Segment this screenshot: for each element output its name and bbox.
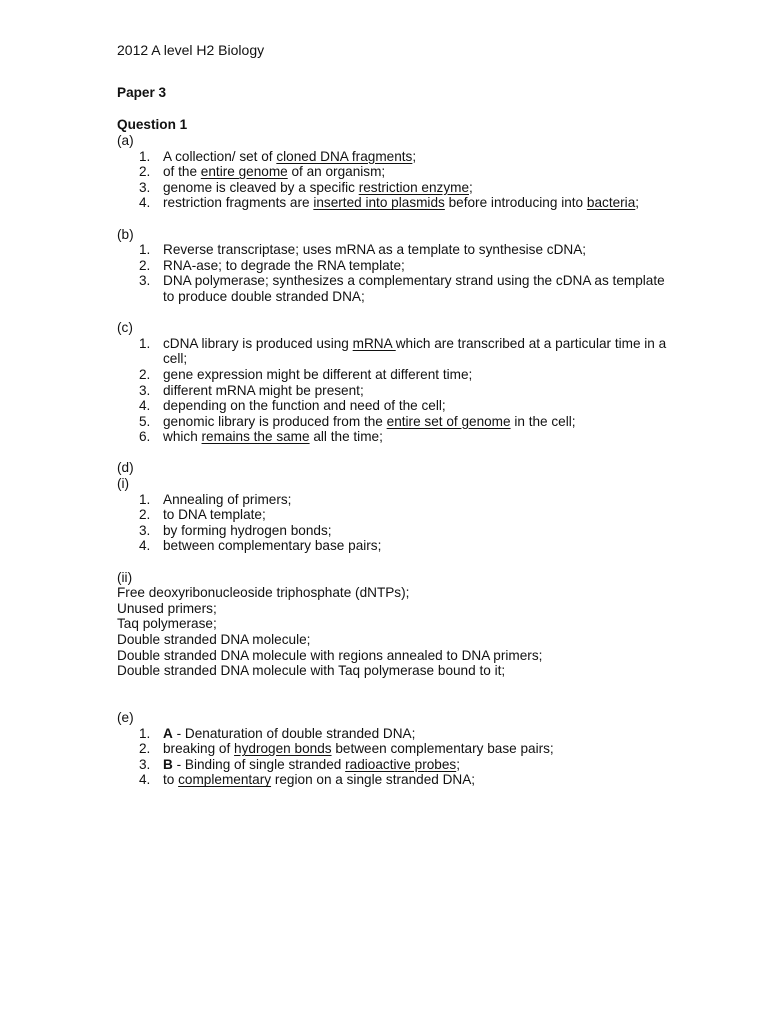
item-number: 2. xyxy=(139,507,151,523)
part-a-list xyxy=(117,149,677,211)
part-d-ii-lines xyxy=(117,585,677,679)
part-e-list xyxy=(117,726,677,788)
text-segment: all the time; xyxy=(309,429,383,445)
spacer xyxy=(117,445,677,461)
item-text xyxy=(163,164,385,179)
text-segment: A collection/ set of xyxy=(163,148,277,164)
underlined-term: remains the same xyxy=(201,429,310,445)
list-item xyxy=(117,383,677,399)
text-segment: of an organism; xyxy=(287,164,386,180)
item-number: 4. xyxy=(139,772,151,788)
item-text xyxy=(163,741,554,756)
underlined-term: complementary xyxy=(178,772,272,788)
spacer xyxy=(117,305,677,321)
item-text xyxy=(163,195,639,210)
text-segment: to DNA template; xyxy=(163,507,266,523)
text-segment: genomic library is produced from the xyxy=(163,413,387,429)
item-number: 1. xyxy=(139,242,151,258)
item-text xyxy=(163,149,416,164)
text-segment: genome is cleaved by a specific xyxy=(163,179,359,195)
list-item xyxy=(117,772,677,788)
text-segment: ; xyxy=(456,756,460,772)
underlined-term: bacteria xyxy=(586,195,636,211)
part-b xyxy=(117,227,677,305)
part-b-label: (b) xyxy=(117,226,134,242)
answer-line: Taq polymerase; xyxy=(117,616,217,632)
list-item xyxy=(117,429,677,445)
list-item xyxy=(117,507,677,523)
text-segment: in the cell; xyxy=(510,413,576,429)
spacer xyxy=(117,211,677,227)
item-number: 3. xyxy=(139,273,151,289)
text-segment: which are transcribed at a particular time in a cell; xyxy=(163,335,667,367)
item-number: 2. xyxy=(139,366,151,382)
part-a-label: (a) xyxy=(117,133,134,148)
answer-line: Unused primers; xyxy=(117,600,217,616)
item-text xyxy=(163,492,291,507)
paper-title: Paper 3 xyxy=(117,85,167,100)
answer-line: Double stranded DNA molecule; xyxy=(117,632,311,647)
item-number: 1. xyxy=(139,491,151,507)
item-text xyxy=(163,429,383,444)
text-segment: cDNA library is produced using xyxy=(163,335,353,351)
underlined-term: radioactive probes xyxy=(345,756,457,772)
underlined-term: entire set of genome xyxy=(386,413,511,429)
list-item xyxy=(117,398,677,414)
item-text xyxy=(163,258,405,273)
text-segment: - Denaturation of double stranded DNA; xyxy=(172,725,416,741)
text-segment: Annealing of primers; xyxy=(163,491,292,507)
underlined-term: inserted into plasmids xyxy=(313,195,445,211)
answer-body xyxy=(117,85,677,788)
bold-label: A xyxy=(163,725,173,741)
text-segment: which xyxy=(163,429,202,445)
item-text xyxy=(163,398,446,413)
list-item xyxy=(117,180,677,196)
item-text xyxy=(163,726,415,741)
underlined-term: hydrogen bonds xyxy=(234,741,332,757)
list-item xyxy=(117,492,677,508)
question-title: Question 1 xyxy=(117,117,188,132)
part-d-i-label: (i) xyxy=(117,476,130,492)
item-number: 3. xyxy=(139,522,151,538)
text-segment: Reverse transcriptase; uses mRNA as a template to synthesise cDNA; xyxy=(163,242,587,258)
underlined-term: mRNA xyxy=(352,335,396,351)
item-number: 3. xyxy=(139,756,151,772)
item-text xyxy=(163,242,586,257)
list-item xyxy=(117,741,677,757)
item-text xyxy=(163,180,473,195)
item-number: 2. xyxy=(139,164,151,180)
item-number: 5. xyxy=(139,413,151,429)
part-d-label: (d) xyxy=(117,460,134,476)
item-number: 2. xyxy=(139,257,151,273)
part-c xyxy=(117,320,677,445)
list-item xyxy=(117,195,677,211)
text-segment: gene expression might be different at different time; xyxy=(163,366,473,382)
list-item xyxy=(117,367,677,383)
text-segment: by forming hydrogen bonds; xyxy=(163,522,332,538)
text-segment: RNA-ase; to degrade the RNA template; xyxy=(163,257,405,273)
item-text xyxy=(163,507,266,522)
text-segment: before introducing into xyxy=(444,195,587,211)
text-segment: ; xyxy=(635,195,640,211)
item-number: 4. xyxy=(139,195,151,211)
list-item xyxy=(117,164,677,180)
part-d-ii-label: (ii) xyxy=(117,569,133,585)
part-e-label: (e) xyxy=(117,709,134,725)
text-segment: different mRNA might be present; xyxy=(163,382,364,398)
item-text xyxy=(163,538,381,553)
underlined-term: restriction enzyme xyxy=(358,179,469,195)
item-number: 1. xyxy=(139,148,151,164)
part-d-i-list xyxy=(117,492,677,554)
list-item xyxy=(117,523,677,539)
part-a xyxy=(117,133,677,211)
text-segment: restriction fragments are xyxy=(163,195,314,211)
list-item xyxy=(117,336,677,367)
text-segment: DNA polymerase; synthesizes a complementary strand using the cDNA as template to produce double stranded DNA; xyxy=(163,273,665,304)
text-segment: breaking of xyxy=(163,741,235,757)
list-item xyxy=(117,258,677,274)
underlined-term: cloned DNA fragments xyxy=(276,148,413,164)
item-number: 1. xyxy=(139,725,151,741)
spacer xyxy=(117,679,677,710)
item-text xyxy=(163,414,576,429)
document-header: 2012 A level H2 Biology xyxy=(117,42,265,58)
list-item xyxy=(117,273,677,304)
underlined-term: entire genome xyxy=(200,164,288,180)
text-segment: of the xyxy=(163,164,201,180)
item-number: 4. xyxy=(139,538,151,554)
part-c-list xyxy=(117,336,677,445)
text-segment: ; xyxy=(469,179,473,195)
item-text xyxy=(163,772,475,787)
item-text xyxy=(163,383,364,398)
list-item xyxy=(117,242,677,258)
item-number: 2. xyxy=(139,741,151,757)
list-item xyxy=(117,414,677,430)
item-number: 4. xyxy=(139,398,151,414)
item-number: 3. xyxy=(139,382,151,398)
part-c-label: (c) xyxy=(117,320,133,336)
text-segment: ; xyxy=(412,148,417,164)
item-text xyxy=(163,757,460,772)
item-number: 6. xyxy=(139,429,151,445)
text-segment: region on a single stranded DNA; xyxy=(271,772,476,788)
text-segment: to xyxy=(163,772,179,788)
part-d xyxy=(117,460,677,678)
text-segment: - Binding of single stranded xyxy=(172,756,346,772)
item-text xyxy=(163,336,666,367)
bold-label: B xyxy=(163,756,173,772)
list-item xyxy=(117,726,677,742)
list-item xyxy=(117,538,677,554)
item-text xyxy=(163,523,332,538)
answer-line: Free deoxyribonucleoside triphosphate (dNTPs); xyxy=(117,585,410,601)
spacer xyxy=(117,554,677,570)
text-segment: between complementary base pairs; xyxy=(163,538,382,554)
text-segment: depending on the function and need of the cell; xyxy=(163,398,446,414)
list-item xyxy=(117,757,677,773)
answer-line: Double stranded DNA molecule with Taq polymerase bound to it; xyxy=(117,663,506,679)
text-segment: between complementary base pairs; xyxy=(331,741,554,757)
item-number: 3. xyxy=(139,179,151,195)
item-text xyxy=(163,367,472,382)
item-text xyxy=(163,273,665,304)
part-e xyxy=(117,710,677,788)
item-number: 1. xyxy=(139,335,151,351)
part-b-list xyxy=(117,242,677,304)
list-item xyxy=(117,149,677,165)
answer-line: Double stranded DNA molecule with regions annealed to DNA primers; xyxy=(117,647,543,663)
